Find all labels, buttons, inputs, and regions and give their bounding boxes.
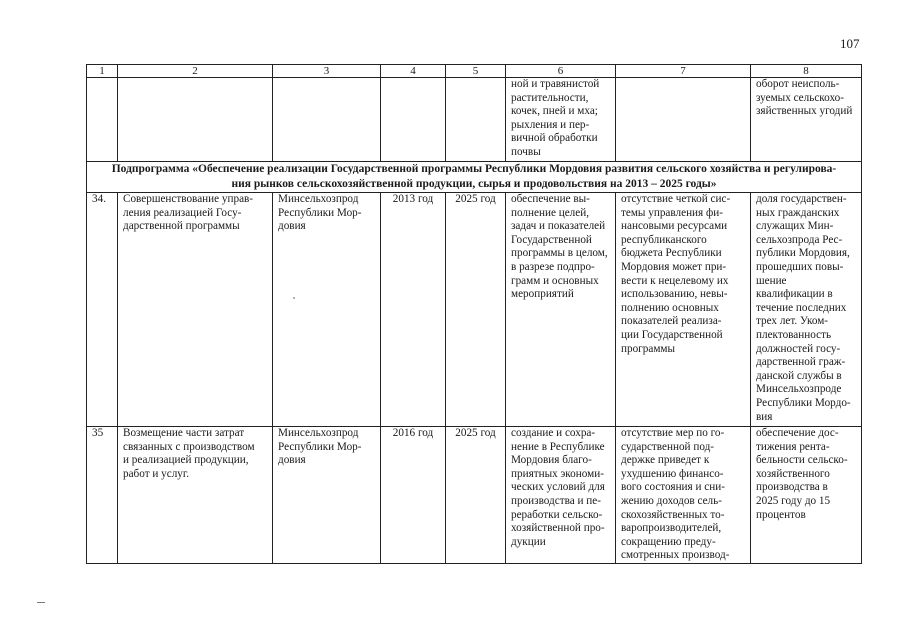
text-line: данской службы в — [756, 369, 842, 382]
measure-name — [118, 427, 273, 564]
text-line: Республики Мордо- — [756, 396, 851, 409]
text-line: скохозяйственных то- — [621, 508, 725, 521]
start-year: 2013 год — [381, 193, 446, 427]
subprogram-title — [87, 162, 862, 193]
text-line: вичной обработки — [511, 132, 598, 145]
text-line: Подпрограмма «Обеспечение реализации Государственной программы Республики Мордовия развития сельского хозяйства и регулирова- — [111, 163, 837, 175]
measure-name — [118, 193, 273, 427]
column-number: 3 — [273, 65, 381, 78]
text-line: дарственной программы — [123, 220, 240, 233]
text-line: оборот неисполь- — [756, 78, 840, 90]
column-number: 2 — [118, 65, 273, 78]
text-line: дарственной граж- — [756, 356, 846, 369]
row-number: 35 — [87, 427, 118, 564]
text-line: ции Государственной — [621, 328, 723, 341]
column-number-row — [87, 65, 862, 78]
margin-mark — [37, 602, 45, 603]
text-line: вести к нецелевому их — [621, 274, 729, 287]
text-line: ческих условий для — [511, 481, 605, 494]
empty-cell — [118, 78, 273, 162]
text-line: и реализацией продукции, — [123, 454, 249, 467]
text-line: процентов — [756, 508, 806, 521]
text-line: создание и сохра- — [511, 427, 596, 439]
column-number: 7 — [616, 65, 751, 78]
text-line: грамм и основных — [511, 274, 599, 287]
text-line: использованию, невы- — [621, 288, 728, 301]
table-row — [87, 427, 862, 564]
text-line: тижения рента- — [756, 440, 830, 453]
continuation-row — [87, 78, 862, 162]
end-year: 2025 год — [446, 427, 506, 564]
text-line: вого состояния и сни- — [621, 481, 725, 494]
text-line: обеспечение вы- — [511, 193, 590, 205]
text-line: зуемых сельскохо- — [756, 91, 844, 104]
text-line: реработки сельско- — [511, 508, 603, 521]
text-line: полнению основных — [621, 301, 719, 314]
result-cell — [506, 78, 616, 162]
executor — [273, 427, 381, 564]
text-line: работ и услуг. — [123, 467, 190, 480]
expected-result — [506, 427, 616, 564]
column-number: 8 — [751, 65, 862, 78]
text-line: нение в Республике — [511, 440, 605, 453]
text-line: рыхления и пер- — [511, 118, 590, 131]
empty-cell — [273, 78, 381, 162]
text-line: хозяйственного — [756, 467, 830, 480]
text-line: полнение целей, — [511, 206, 589, 219]
text-line: Республики Мор- — [278, 440, 362, 453]
text-line: Совершенствование управ- — [123, 193, 254, 205]
text-line: производства в — [756, 481, 828, 494]
expected-result — [506, 193, 616, 427]
text-line: сокращению преду- — [621, 535, 716, 548]
text-line: жению доходов сель- — [621, 494, 722, 507]
text-line: ления реализацией Госу- — [123, 206, 242, 219]
empty-cell — [616, 78, 751, 162]
column-number: 6 — [506, 65, 616, 78]
program-table — [86, 64, 862, 564]
text-line: служащих Мин- — [756, 220, 834, 233]
text-line: отсутствие четкой сис- — [621, 193, 731, 205]
executor — [273, 193, 381, 427]
text-line: отсутствие мер по го- — [621, 427, 725, 439]
text-line: бюджета Республики — [621, 247, 722, 260]
empty-cell — [381, 78, 446, 162]
text-line: Минсельхозпроде — [756, 383, 842, 396]
text-line: 2025 году до 15 — [756, 494, 831, 507]
text-line: сударственной под- — [621, 440, 715, 453]
row-number: 34. — [87, 193, 118, 427]
text-line: ухудшению финансо- — [621, 467, 724, 480]
text-line: квалификации в — [756, 288, 833, 301]
text-line: держке приведет к — [621, 454, 710, 467]
text-line: Минсельхозпрод — [278, 193, 359, 205]
text-line: мероприятий — [511, 288, 574, 301]
text-line: растительности, — [511, 91, 589, 104]
indicators — [751, 193, 862, 427]
text-line: кочек, пней и мха; — [511, 105, 598, 118]
text-line: течение последних — [756, 301, 847, 314]
text-line: Государственной — [511, 233, 592, 246]
text-line: в разрезе подпро- — [511, 260, 595, 273]
text-line: обеспечение дос- — [756, 427, 839, 439]
subprogram-row — [87, 162, 862, 193]
text-line: шение — [756, 274, 787, 287]
indicator-cell — [751, 78, 862, 162]
text-line: приятных экономи- — [511, 467, 604, 480]
consequences — [616, 193, 751, 427]
text-line: прошедших повы- — [756, 260, 844, 273]
text-line: задач и показателей — [511, 220, 606, 233]
text-line: трех лет. Уком- — [756, 315, 829, 328]
text-line: Мордовия благо- — [511, 454, 592, 467]
text-line: почвы — [511, 145, 541, 158]
text-line: ной и травянистой — [511, 78, 600, 90]
column-number: 5 — [446, 65, 506, 78]
empty-cell — [87, 78, 118, 162]
text-line: программы — [621, 342, 675, 355]
text-line: вия — [756, 410, 773, 423]
text-line: зяйственных угодий — [756, 105, 853, 118]
text-line: публики Мордовия, — [756, 247, 850, 260]
text-line: доля государствен- — [756, 193, 847, 205]
text-line: плектованность — [756, 328, 832, 341]
start-year: 2016 год — [381, 427, 446, 564]
text-line: довия — [278, 454, 306, 467]
text-line: сельхозпрода Рес- — [756, 233, 843, 246]
empty-cell — [446, 78, 506, 162]
text-line: Минсельхозпрод — [278, 427, 359, 439]
column-number: 4 — [381, 65, 446, 78]
text-line: Мордовия может при- — [621, 260, 727, 273]
text-line: программы в целом, — [511, 247, 608, 260]
text-line: нансовыми ресурсами — [621, 220, 728, 233]
text-line: должностей госу- — [756, 342, 841, 355]
text-line: показателей реализа- — [621, 315, 722, 328]
text-line: ния рынков сельскохозяйственной продукции, сырья и продовольствия на 2013 – 2025 годы» — [231, 178, 717, 190]
text-line: связанных с производством — [123, 440, 255, 453]
column-number: 1 — [87, 65, 118, 78]
end-year: 2025 год — [446, 193, 506, 427]
text-line: республиканского — [621, 233, 707, 246]
text-line: Возмещение части затрат — [123, 427, 245, 439]
consequences — [616, 427, 751, 564]
text-line: производства и пе- — [511, 494, 601, 507]
text-line: бельности сельско- — [756, 454, 848, 467]
text-line: довия — [278, 220, 306, 233]
indicators — [751, 427, 862, 564]
text-line: ных гражданских — [756, 206, 840, 219]
text-line: хозяйственной про- — [511, 522, 605, 535]
page-number: 107 — [840, 36, 860, 51]
text-line: темы управления фи- — [621, 206, 723, 219]
text-line: смотренных производ- — [621, 549, 730, 562]
text-line: Республики Мор- — [278, 206, 362, 219]
text-line: варопроизводителей, — [621, 522, 722, 535]
text-line: дукции — [511, 535, 546, 548]
table-row — [87, 193, 862, 427]
